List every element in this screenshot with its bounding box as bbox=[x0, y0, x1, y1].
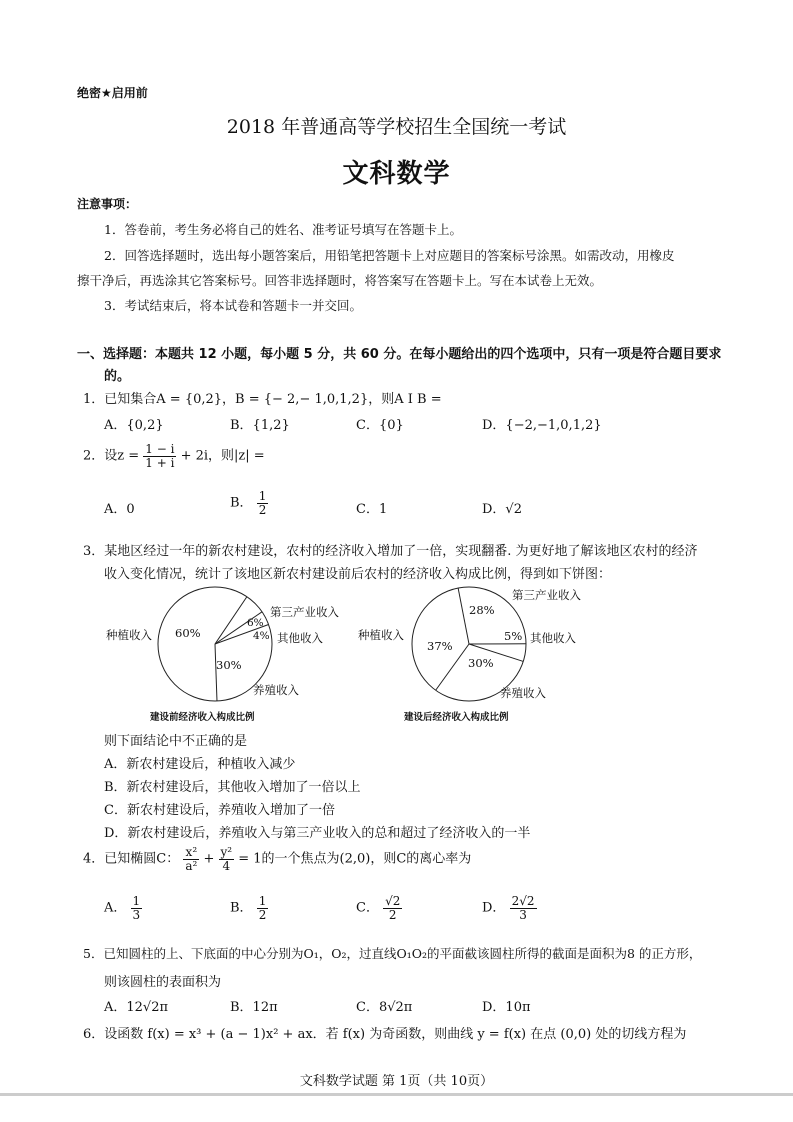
pie1-label-other: 其他收入 bbox=[277, 631, 323, 645]
section-heading-cont: 的。 bbox=[104, 369, 131, 384]
q1-option-b: B．{1,2} bbox=[230, 418, 290, 433]
footer-divider bbox=[0, 1093, 793, 1096]
q3-stem-1: 3．某地区经过一年的新农村建设，农村的经济收入增加了一倍，实现翻番. 为更好地了解该地区农村的经济 bbox=[83, 544, 698, 559]
q4-a-num: 1 bbox=[132, 894, 141, 908]
q4-b-den: 2 bbox=[258, 907, 267, 922]
q4-plus: + bbox=[203, 851, 215, 867]
q2-option-d: D．√2 bbox=[482, 502, 522, 517]
q4-suffix: = 1的一个焦点为(2,0)，则C的离心率为 bbox=[238, 851, 472, 867]
q2-stem bbox=[83, 443, 265, 469]
q3-option-c: C．新农村建设后，养殖收入增加了一倍 bbox=[104, 803, 335, 818]
pie1-pct-breeding: 30% bbox=[216, 658, 242, 672]
q4-d-label: D． bbox=[482, 900, 506, 916]
note-item-3: 3．考试结束后，将本试卷和答题卡一并交回。 bbox=[104, 298, 362, 313]
q1-option-a: A．{0,2} bbox=[104, 418, 164, 433]
q4-a-den: 3 bbox=[132, 907, 141, 922]
q4-option-b bbox=[230, 895, 268, 921]
q2-b-den: 2 bbox=[258, 502, 267, 517]
q2-frac-den: 1 + i bbox=[145, 455, 175, 470]
pie2-label-tertiary: 第三产业收入 bbox=[512, 588, 581, 602]
q4-b-num: 1 bbox=[258, 894, 267, 908]
section-heading: 一、选择题：本题共 12 小题，每小题 5 分，共 60 分。在每小题给出的四个选项中，只有一项是符合题目要求 bbox=[77, 347, 722, 362]
confidential-mark: 绝密★启用前 bbox=[77, 86, 148, 100]
q5-option-c: C．8√2π bbox=[356, 1000, 413, 1015]
q4-prefix: 4．已知椭圆C： bbox=[83, 851, 180, 867]
pie1-pct-tertiary: 6% bbox=[247, 617, 264, 629]
q4-f1-num: x² bbox=[183, 846, 199, 860]
q4-frac-2 bbox=[219, 846, 235, 872]
q2-option-b bbox=[230, 490, 268, 516]
pie2-label-planting: 种植收入 bbox=[358, 628, 404, 642]
q2-option-b-frac bbox=[257, 490, 269, 516]
q2-option-b-label: B． bbox=[230, 495, 253, 511]
q4-f2-den: 4 bbox=[222, 858, 231, 873]
q4-d-num: 2√2 bbox=[511, 894, 535, 908]
q3-option-d: D．新农村建设后，养殖收入与第三产业收入的总和超过了经济收入的一半 bbox=[104, 826, 531, 841]
q5-option-a: A．12√2π bbox=[104, 1000, 169, 1015]
q4-b-label: B． bbox=[230, 900, 253, 916]
q2-option-c: C．1 bbox=[356, 502, 388, 517]
q5-option-b: B．12π bbox=[230, 1000, 278, 1015]
q2-option-a: A．0 bbox=[104, 502, 135, 517]
pie2-pct-breeding: 30% bbox=[468, 656, 494, 670]
q3-question: 则下面结论中不正确的是 bbox=[104, 734, 248, 749]
q4-a-label: A． bbox=[104, 900, 127, 916]
subject-title: 文科数学 bbox=[342, 159, 451, 189]
q4-c-den: 2 bbox=[388, 907, 397, 922]
q1-stem: 1．已知集合A = {0,2}，B = {− 2,− 1,0,1,2}，则A I B = bbox=[83, 392, 442, 407]
q4-stem bbox=[83, 846, 471, 872]
q2-suffix: + 2i，则|z| = bbox=[180, 448, 265, 464]
q2-prefix: 2．设z = bbox=[83, 448, 140, 464]
q5-stem-2: 则该圆柱的表面积为 bbox=[104, 975, 222, 990]
q1-option-d: D．{−2,−1,0,1,2} bbox=[482, 418, 602, 433]
pie2-pct-tertiary: 28% bbox=[469, 603, 495, 617]
q6-stem: 6．设函数 f(x) = x³ + (a − 1)x² + ax．若 f(x) 为奇函数，则曲线 y = f(x) 在点 (0,0) 处的切线方程为 bbox=[83, 1027, 687, 1042]
pie2-label-other: 其他收入 bbox=[530, 631, 576, 645]
q4-c-frac bbox=[383, 895, 402, 921]
q3-stem-2: 收入变化情况，统计了该地区新农村建设前后农村的经济收入构成比例，得到如下饼图： bbox=[104, 567, 612, 582]
pie2-label-breeding: 养殖收入 bbox=[500, 686, 546, 700]
q4-option-d bbox=[482, 895, 537, 921]
q2-frac-num: 1 − i bbox=[145, 442, 175, 456]
q5-stem-1: 5．已知圆柱的上、下底面的中心分别为O₁，O₂，过直线O₁O₂的平面截该圆柱所得的截面是面积为8 的正方形， bbox=[83, 946, 702, 961]
pie2-caption: 建设后经济收入构成比例 bbox=[404, 712, 509, 723]
page-footer: 文科数学试题 第 1页（共 10页） bbox=[299, 1074, 494, 1089]
pie2-pct-other: 5% bbox=[504, 629, 523, 643]
q3-option-b: B．新农村建设后，其他收入增加了一倍以上 bbox=[104, 780, 361, 795]
q4-frac-1 bbox=[183, 846, 199, 872]
pie1-pct-planting: 60% bbox=[175, 626, 201, 640]
q2-fraction bbox=[143, 443, 176, 469]
pie1-label-breeding: 养殖收入 bbox=[253, 683, 299, 697]
q1-option-c: C．{0} bbox=[356, 418, 404, 433]
q3-option-a: A．新农村建设后，种植收入减少 bbox=[104, 757, 296, 772]
q4-d-den: 3 bbox=[519, 907, 527, 922]
q4-f2-num: y² bbox=[220, 845, 233, 859]
q2-b-num: 1 bbox=[258, 489, 267, 503]
q4-option-a bbox=[104, 895, 142, 921]
pie1-caption: 建设前经济收入构成比例 bbox=[150, 712, 255, 723]
q5-option-d: D．10π bbox=[482, 1000, 531, 1015]
pie2-pct-planting: 37% bbox=[427, 639, 453, 653]
q4-b-frac bbox=[257, 895, 269, 921]
q4-a-frac bbox=[131, 895, 143, 921]
note-item-2: 2．回答选择题时，选出每小题答案后，用铅笔把答题卡上对应题目的答案标号涂黑。如需改动，用橡皮 bbox=[104, 248, 675, 263]
note-item-2-cont: 擦干净后，再选涂其它答案标号。回答非选择题时，将答案写在答题卡上。写在本试卷上无效。 bbox=[77, 273, 603, 288]
q4-f1-den: a² bbox=[185, 858, 198, 873]
pie1-label-tertiary: 第三产业收入 bbox=[270, 605, 339, 619]
q4-d-frac bbox=[510, 895, 537, 921]
notes-heading: 注意事项： bbox=[77, 197, 138, 211]
q4-c-num: √2 bbox=[385, 894, 401, 908]
pie1-pct-other: 4% bbox=[253, 630, 270, 642]
exam-title: 2018 年普通高等学校招生全国统一考试 bbox=[226, 116, 567, 138]
q4-option-c bbox=[356, 895, 402, 921]
note-item-1: 1．答卷前，考生务必将自己的姓名、准考证号填写在答题卡上。 bbox=[104, 222, 462, 237]
pie1-label-planting: 种植收入 bbox=[106, 628, 152, 642]
q4-c-label: C． bbox=[356, 900, 379, 916]
